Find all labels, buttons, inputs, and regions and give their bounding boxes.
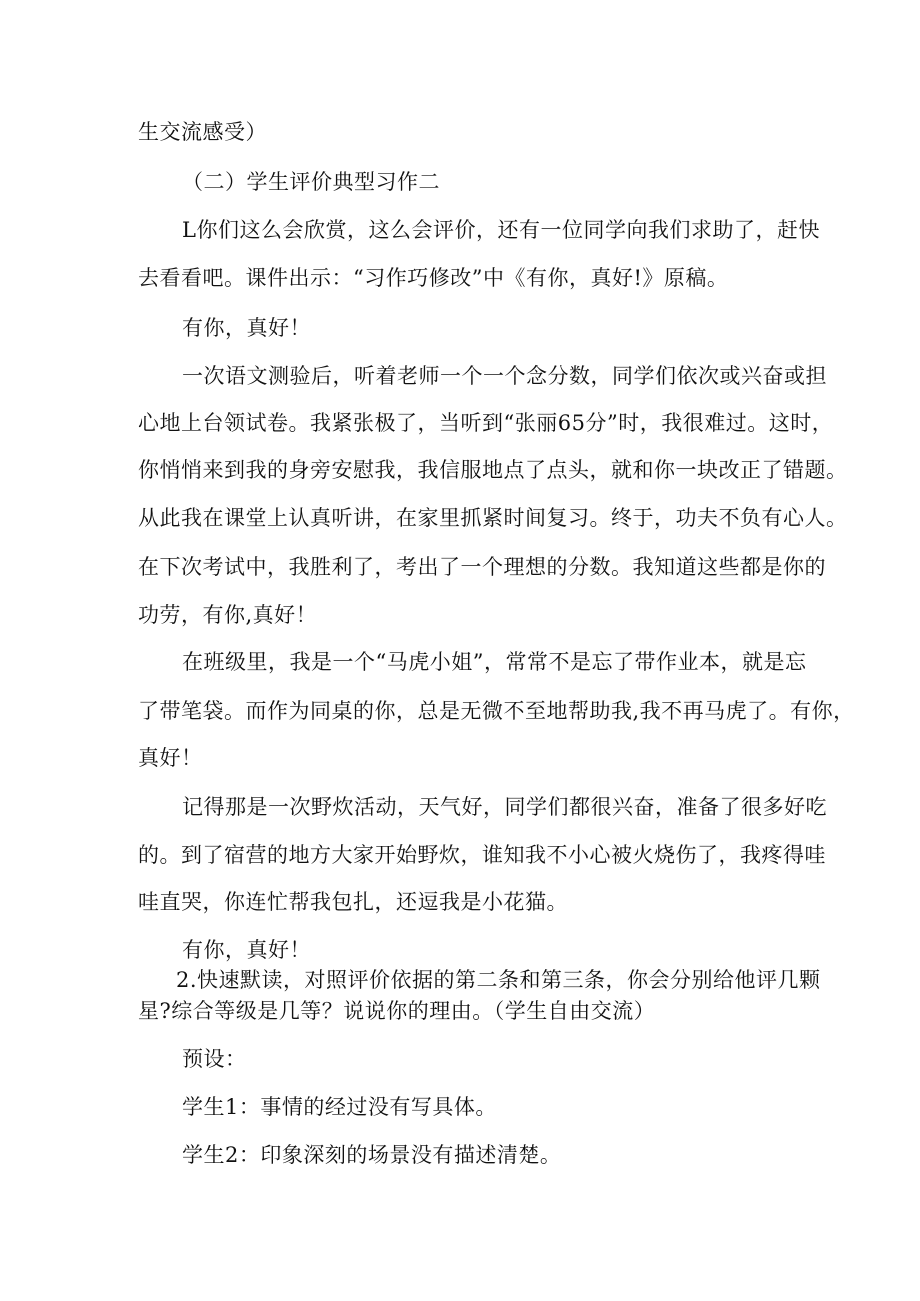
text-line: 了带笔袋。而作为同桌的你，总是无微不至地帮助我,我不再马虎了。有你， <box>138 699 855 723</box>
essay-title: 有你，真好！ <box>182 316 311 340</box>
text-line: 哇直哭，你连忙帮我包扎，还逗我是小花猫。 <box>138 890 568 914</box>
text-line: 去看看吧。课件出示：“习作巧修改”中《有你，真好!》原稿。 <box>138 266 729 290</box>
text-line: 在班级里，我是一个“马虎小姐”，常常不是忘了带作业本，就是忘 <box>182 650 807 674</box>
text-line: 从此我在课堂上认真听讲，在家里抓紧时间复习。终于，功夫不负有心人。 <box>138 506 848 530</box>
text-line: 真好！ <box>138 746 203 770</box>
text-line: 一次语文测验后，听着老师一个一个念分数，同学们依次或兴奋或担 <box>182 364 827 388</box>
student-answer: 学生1：事情的经过没有写具体。 <box>182 1095 497 1119</box>
section-heading: （二）学生评价典型习作二 <box>182 170 440 194</box>
question-line: 星?综合等级是几等？说说你的理由。（学生自由交流） <box>138 999 656 1023</box>
text-line: 生交流感受） <box>138 120 267 144</box>
question-line: 2.快速默读，对照评价依据的第二条和第三条，你会分别给他评几颗 <box>176 968 821 992</box>
essay-closing: 有你，真好！ <box>182 938 311 962</box>
text-line: 在下次考试中，我胜利了，考出了一个理想的分数。我知道这些都是你的 <box>138 555 826 579</box>
preset-label: 预设： <box>182 1047 247 1071</box>
text-line: 心地上台领试卷。我紧张极了，当听到“张丽65分”时，我很难过。这时， <box>138 411 834 435</box>
text-line: 记得那是一次野炊活动，天气好，同学们都很兴奋，准备了很多好吃 <box>182 795 827 819</box>
text-line: 功劳，有你,真好！ <box>138 603 318 627</box>
text-line: 的。到了宿营的地方大家开始野炊，谁知我不小心被火烧伤了，我疼得哇 <box>138 843 826 867</box>
student-answer: 学生2：印象深刻的场景没有描述清楚。 <box>182 1143 562 1167</box>
text-line: L你们这么会欣赏，这么会评价，还有一位同学向我们求助了，赶快 <box>182 218 820 242</box>
text-line: 你悄悄来到我的身旁安慰我，我信服地点了点头，就和你一块改正了错题。 <box>138 458 848 482</box>
